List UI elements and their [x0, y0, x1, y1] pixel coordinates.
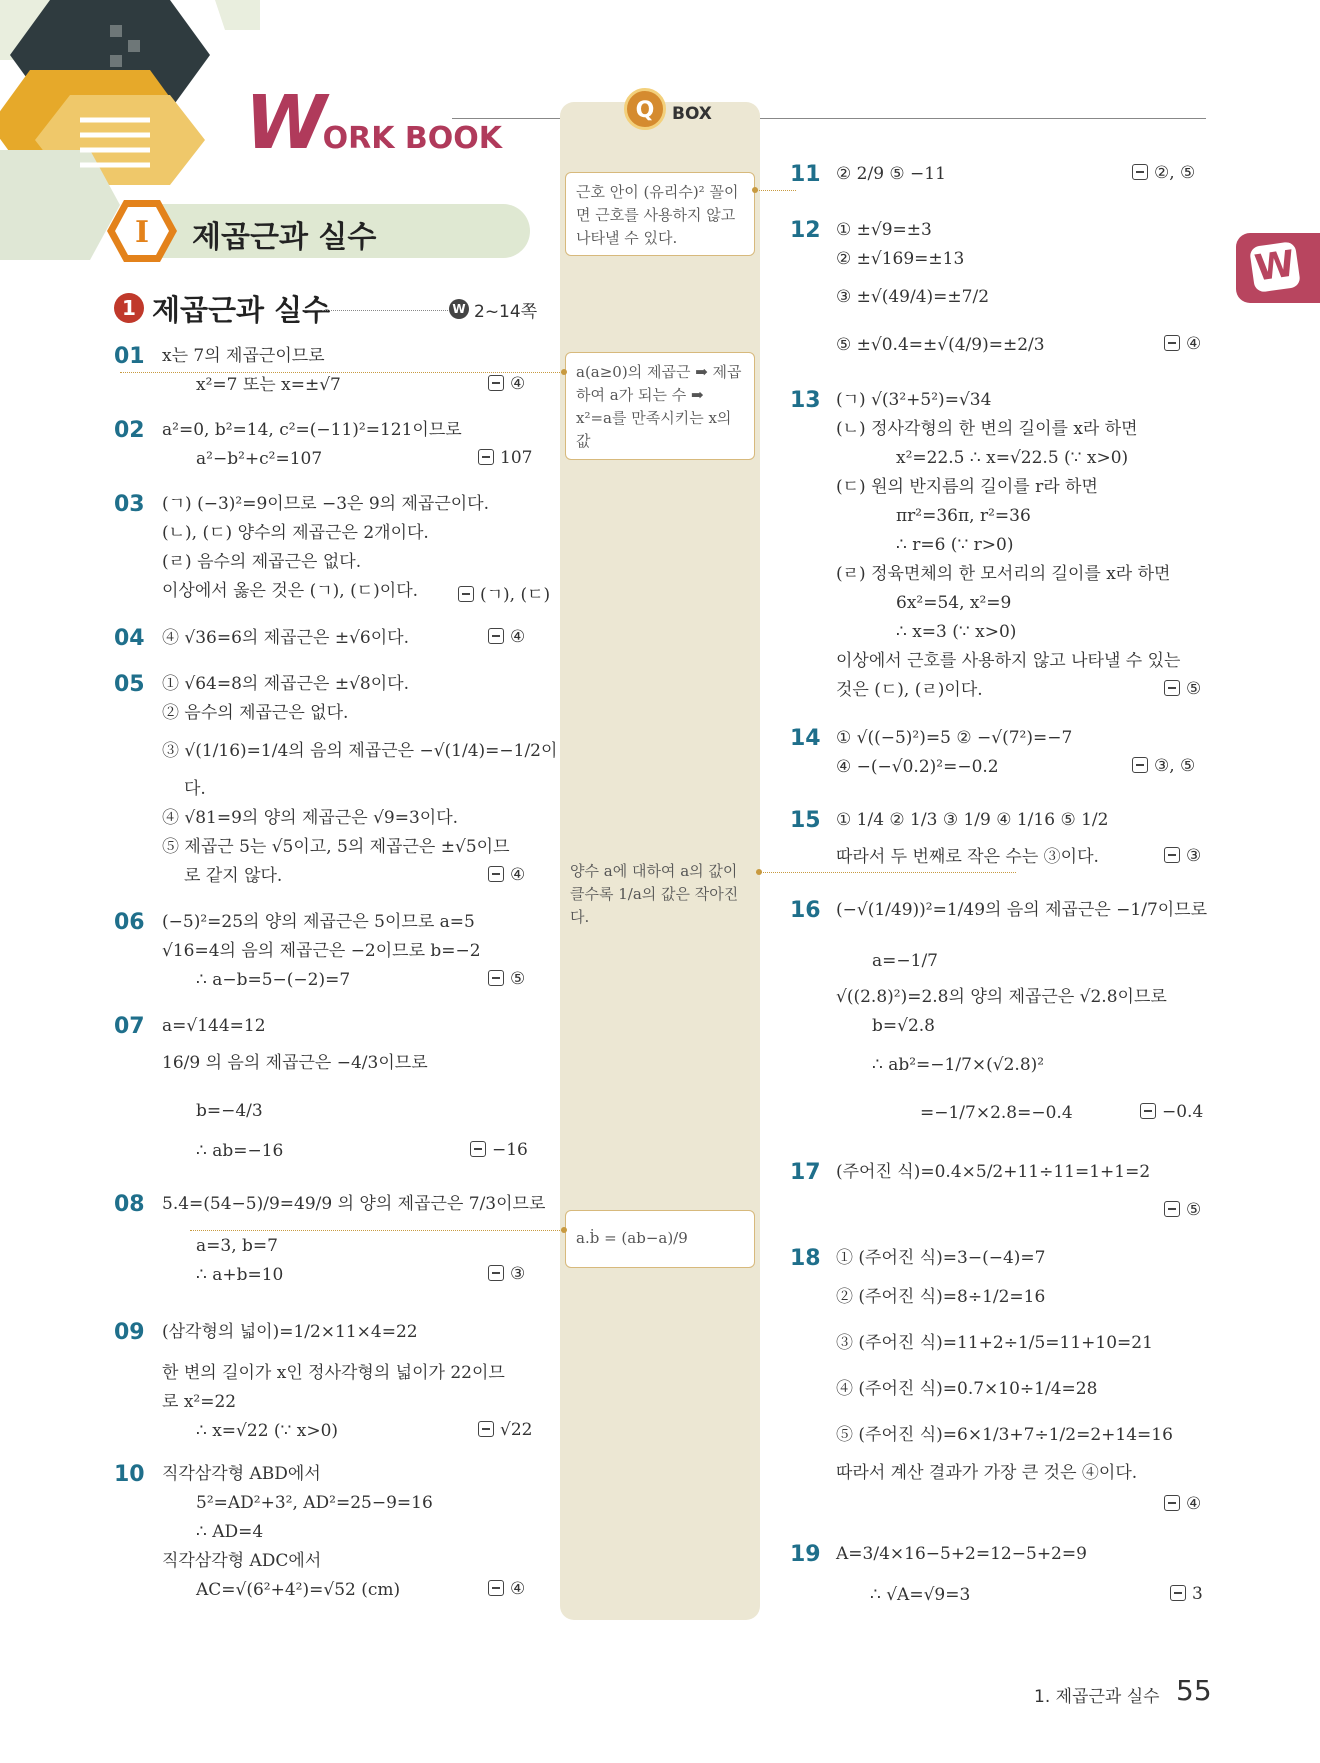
- solution-line: ∴ √A=√9=3: [870, 1585, 971, 1605]
- problem-number: 11: [790, 162, 821, 187]
- note-2-leader: [120, 372, 564, 373]
- page-number: 55: [1176, 1674, 1212, 1707]
- solution-line: =−1/7×2.8=−0.4: [920, 1103, 1073, 1123]
- answer-mark: √22: [478, 1420, 532, 1440]
- qbox-note-3: 양수 a에 대하여 a의 값이 클수록 1/a의 값은 작아진다.: [570, 862, 739, 926]
- solution-line: a=3, b=7: [196, 1236, 278, 1256]
- solution-line: ∴ x=3 (∵ x>0): [896, 622, 1017, 642]
- answer-mark: ③: [1164, 846, 1201, 866]
- answer-mark: ④: [488, 374, 525, 394]
- note-2-dot: [561, 369, 567, 375]
- solution-line: (ㄱ) √(3²+5²)=√34: [836, 390, 992, 410]
- solution-line: ④ −(−√0.2)²=−0.2: [836, 757, 999, 777]
- solution-line: ② (주어진 식)=8÷1/2=16: [836, 1287, 1046, 1307]
- solution-line: ∴ x=√22 (∵ x>0): [196, 1421, 339, 1441]
- problem-number: 02: [114, 418, 145, 443]
- solution-line: 로 같지 않다.: [184, 866, 283, 886]
- section-title: 제곱근과 실수: [152, 293, 331, 327]
- answer-mark: ④: [488, 1579, 525, 1599]
- solution-line: ⑤ ±√0.4̇=±√(4/9)=±2/3: [836, 335, 1045, 355]
- solution-line: x²=7 또는 x=±√7: [196, 375, 341, 395]
- solution-line: AC=√(6²+4²)=√52 (cm): [196, 1580, 401, 1600]
- solution-line: ∴ AD=4: [196, 1522, 264, 1542]
- solution-line: ③ (주어진 식)=11+2÷1/5=11+10=21: [836, 1333, 1153, 1353]
- solution-line: 한 변의 길이가 x인 정사각형의 넓이가 22이므: [162, 1363, 505, 1383]
- answer-mark: ③: [488, 1264, 525, 1284]
- workbook-title: [245, 80, 502, 166]
- solution-line: x²=22.5 ∴ x=√22.5 (∵ x>0): [896, 448, 1129, 468]
- answer-mark: ④: [488, 627, 525, 647]
- note-4-dot: [561, 1227, 567, 1233]
- problem-number: 16: [790, 898, 821, 923]
- qbox-note-4: a.ḃ = (ab−a)/9: [565, 1210, 755, 1268]
- problem-number: 14: [790, 726, 821, 751]
- qbox-icon: Q: [624, 88, 666, 130]
- problem-number: 12: [790, 218, 821, 243]
- solution-line: √16=4의 음의 제곱근은 −2이므로 b=−2: [162, 941, 481, 961]
- workbook-tab-icon: W: [1249, 241, 1301, 293]
- section-number: 1: [114, 293, 144, 323]
- solution-line: a²=0, b²=14, c²=(−11)²=121이므로: [162, 420, 462, 440]
- solution-line: 다.: [184, 779, 206, 799]
- solution-line: ∴ a−b=5−(−2)=7: [196, 970, 351, 990]
- solution-line: a=√144=12: [162, 1016, 266, 1036]
- solution-line: ① √64=8의 제곱근은 ±√8이다.: [162, 674, 409, 694]
- solution-line: a²−b²+c²=107: [196, 449, 323, 469]
- solution-line: (삼각형의 넓이)=1/2×11×4=22: [162, 1322, 418, 1342]
- note-4-leader: [190, 1230, 564, 1231]
- solution-line: 따라서 두 번째로 작은 수는 ③이다.: [836, 847, 1099, 867]
- solution-line: 16/9 의 음의 제곱근은 −4/3이므로: [162, 1053, 428, 1073]
- solution-line: ∴ ab=−16: [196, 1141, 284, 1161]
- workbook-side-tab[interactable]: [1236, 233, 1320, 303]
- problem-number: 06: [114, 910, 145, 935]
- solution-line: ⑤ (주어진 식)=6×1/3+7÷1/2=2+14=16: [836, 1425, 1173, 1445]
- solution-line: 것은 (ㄷ), (ㄹ)이다.: [836, 680, 983, 700]
- solution-line: ① (주어진 식)=3−(−4)=7: [836, 1248, 1046, 1268]
- answer-mark: ④: [488, 865, 525, 885]
- problem-number: 04: [114, 626, 145, 651]
- solution-line: b=−4/3: [196, 1101, 263, 1121]
- problem-number: 15: [790, 808, 821, 833]
- chapter-title: 제곱근과 실수: [192, 220, 377, 255]
- solution-line: 직각삼각형 ADC에서: [162, 1551, 322, 1571]
- solution-line: b=√2.8: [872, 1016, 935, 1036]
- problem-number: 09: [114, 1320, 145, 1345]
- solution-line: ∴ ab²=−1/7×(√2.8)²: [872, 1055, 1045, 1075]
- solution-line: ∴ r=6 (∵ r>0): [896, 535, 1014, 555]
- problem-number: 03: [114, 492, 145, 517]
- solution-line: ④ √81=9의 양의 제곱근은 √9=3이다.: [162, 808, 459, 828]
- solution-line: ∴ a+b=10: [196, 1265, 284, 1285]
- answer-mark: −0.4: [1140, 1102, 1203, 1122]
- solution-line: (−√(1/49))²=1/49의 음의 제곱근은 −1/7이므로: [836, 900, 1208, 920]
- solution-line: (ㄴ) 정사각형의 한 변의 길이를 x라 하면: [836, 419, 1138, 439]
- solution-line: a=−1/7: [872, 951, 938, 971]
- solution-line: ④ √36=6의 제곱근은 ±√6이다.: [162, 628, 409, 648]
- solution-line: 로 x²=22: [162, 1392, 237, 1412]
- chapter-hexagon-icon: [106, 198, 178, 264]
- solution-line: ③ √(1/16)=1/4의 음의 제곱근은 −√(1/4)=−1/2이: [162, 741, 558, 761]
- solution-line: (ㄴ), (ㄷ) 양수의 제곱근은 2개이다.: [162, 523, 429, 543]
- answer-mark: (ㄱ), (ㄷ): [458, 580, 550, 605]
- workbook-title-rest: ORK BOOK: [322, 121, 503, 156]
- solution-line: A=3/4×16−5+2=12−5+2=9: [836, 1544, 1087, 1564]
- solution-line: ② 2/9 ⑤ −11: [836, 164, 946, 184]
- solution-line: 5²=AD²+3², AD²=25−9=16: [196, 1493, 433, 1513]
- section-page-range: 2~14쪽: [474, 302, 538, 322]
- problem-number: 13: [790, 388, 821, 413]
- solution-line: √((2.8)²)=2.8의 양의 제곱근은 √2.8이므로: [836, 987, 1167, 1007]
- footer-chapter-label: 1. 제곱근과 실수: [1034, 1687, 1160, 1707]
- solution-line: (ㄱ) (−3)²=9이므로 −3은 9의 제곱근이다.: [162, 494, 490, 514]
- answer-mark: ⑤: [1164, 1200, 1201, 1220]
- note-3-leader: [756, 872, 1016, 873]
- workbook-title-letter: W: [245, 80, 323, 166]
- answer-mark: ⑤: [1164, 679, 1201, 699]
- solution-line: (ㄹ) 음수의 제곱근은 없다.: [162, 552, 362, 572]
- solution-line: (ㄹ) 정육면체의 한 모서리의 길이를 x라 하면: [836, 564, 1171, 584]
- header-rule-left: [452, 118, 560, 119]
- note-1-leader: [756, 190, 796, 191]
- answer-mark: ④: [1164, 334, 1201, 354]
- qbox-note-1: 근호 안이 (유리수)² 꼴이 면 근호를 사용하지 않고 나타낼 수 있다.: [565, 172, 755, 256]
- solution-line: ④ (주어진 식)=0.7×10÷1/4=28: [836, 1379, 1098, 1399]
- problem-number: 17: [790, 1160, 821, 1185]
- workbook-ref-icon: W: [449, 299, 469, 319]
- header-rule-right: [760, 118, 1206, 119]
- problem-number: 19: [790, 1542, 821, 1567]
- solution-line: 따라서 계산 결과가 가장 큰 것은 ④이다.: [836, 1463, 1138, 1483]
- note-1-dot: [752, 187, 758, 193]
- answer-mark: −16: [470, 1140, 528, 1160]
- solution-line: ① ±√9=±3: [836, 220, 932, 240]
- chapter-numeral: I: [134, 215, 150, 250]
- solution-line: ③ ±√(49/4)=±7/2: [836, 287, 990, 307]
- answer-mark: ⑤: [488, 969, 525, 989]
- note-3-dot: [756, 869, 762, 875]
- solution-line: (주어진 식)=0.4×5/2+11÷11=1+1=2: [836, 1162, 1151, 1182]
- answer-mark: 107: [478, 448, 532, 468]
- problem-number: 18: [790, 1246, 821, 1271]
- solution-line: (−5)²=25의 양의 제곱근은 5이므로 a=5: [162, 912, 475, 932]
- problem-number: 05: [114, 672, 145, 697]
- solution-line: 6x²=54, x²=9: [896, 593, 1012, 613]
- solution-line: ② ±√169=±13: [836, 249, 965, 269]
- problem-number: 08: [114, 1192, 145, 1217]
- answer-mark: ③, ⑤: [1132, 756, 1195, 776]
- section-leader-dots: [322, 310, 448, 311]
- problem-number: 10: [114, 1462, 145, 1487]
- solution-line: 직각삼각형 ABD에서: [162, 1464, 321, 1484]
- answer-mark: 3: [1170, 1584, 1203, 1604]
- solution-line: ⑤ 제곱근 5는 √5이고, 5의 제곱근은 ±√5이므: [162, 837, 510, 857]
- solution-line: 이상에서 근호를 사용하지 않고 나타낼 수 있는: [836, 651, 1181, 671]
- solution-line: ② 음수의 제곱근은 없다.: [162, 703, 349, 723]
- problem-number: 07: [114, 1014, 145, 1039]
- qbox-note-2: a(a≥0)의 제곱근 ➡ 제곱하여 a가 되는 수 ➡ x²=a를 만족시키는 x의 값: [565, 352, 755, 460]
- solution-line: (ㄷ) 원의 반지름의 길이를 r라 하면: [836, 477, 1098, 497]
- problem-number: 01: [114, 344, 145, 369]
- solution-line: ① √((−5)²)=5 ② −√(7²)=−7: [836, 728, 1073, 748]
- solution-line: x는 7의 제곱근이므로: [162, 346, 325, 366]
- solution-line: 5.4̇=(54−5)/9=49/9 의 양의 제곱근은 7/3이므로: [162, 1194, 546, 1214]
- answer-mark: ②, ⑤: [1132, 163, 1195, 183]
- qbox-label: BOX: [672, 104, 712, 124]
- answer-mark: ④: [1164, 1494, 1201, 1514]
- solution-line: πr²=36π, r²=36: [896, 506, 1031, 526]
- solution-line: 이상에서 옳은 것은 (ㄱ), (ㄷ)이다.: [162, 581, 419, 601]
- solution-line: ① 1/4 ② 1/3 ③ 1/9 ④ 1/16 ⑤ 1/2: [836, 810, 1109, 830]
